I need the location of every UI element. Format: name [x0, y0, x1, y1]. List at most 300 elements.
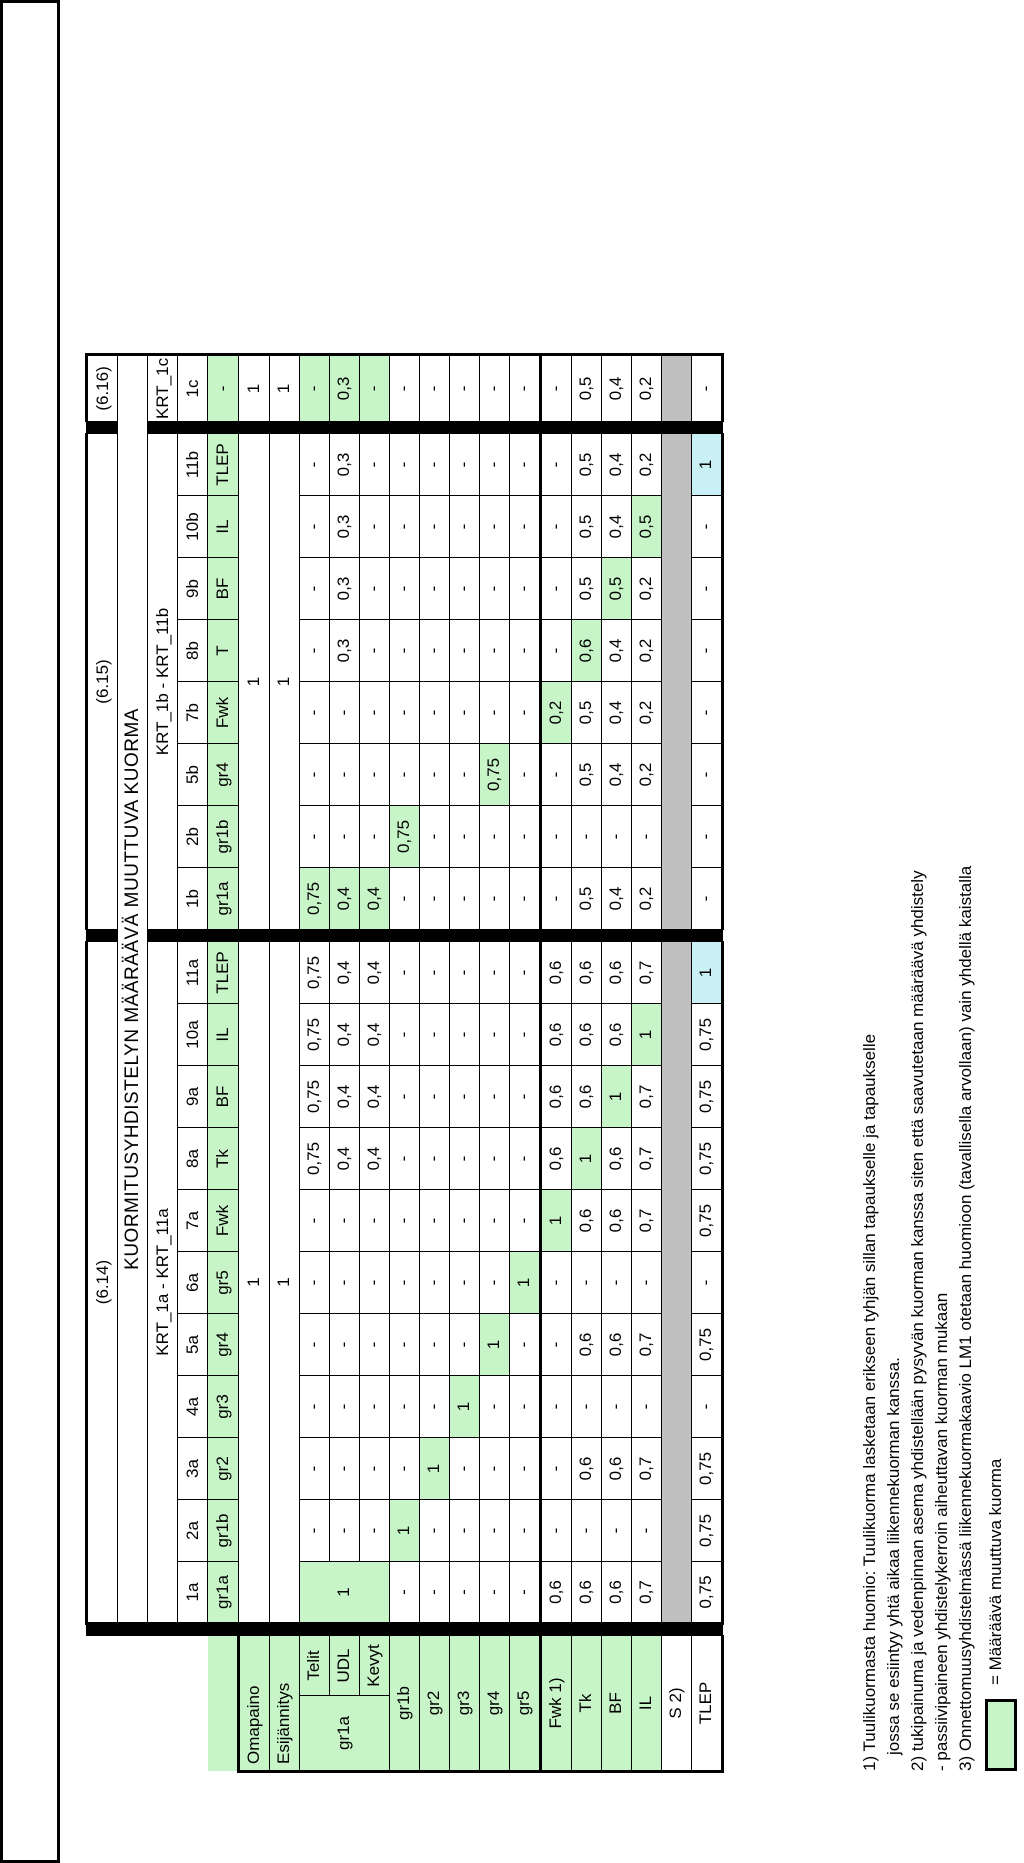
cell: -: [359, 620, 389, 682]
cell: 0,2: [631, 558, 661, 620]
cell: -: [359, 806, 389, 868]
cell: -: [419, 682, 449, 744]
label-gr2: gr2: [419, 1636, 449, 1772]
cell: -: [449, 744, 479, 806]
col-11b: 11b: [178, 434, 208, 496]
col-10a: 10a: [178, 1004, 208, 1066]
cell: -: [691, 868, 722, 930]
cell: -: [359, 1376, 389, 1438]
cell: 0,7: [631, 1314, 661, 1376]
cell: -: [479, 496, 509, 558]
cell: -: [540, 868, 571, 930]
cell: -: [419, 1500, 449, 1562]
cell: -: [449, 682, 479, 744]
ref-616: (6.16): [87, 354, 118, 421]
cell: 0,5: [571, 868, 601, 930]
cell: 0,6: [601, 1562, 631, 1624]
cell: 0,2: [631, 744, 661, 806]
cell: 0,75: [691, 1500, 722, 1562]
cell: -: [389, 354, 419, 421]
col-7b: 7b: [178, 682, 208, 744]
cell: -: [419, 868, 449, 930]
cell: 1: [540, 1190, 571, 1252]
cell: -: [509, 496, 540, 558]
label-tlep: TLEP: [691, 1636, 722, 1772]
cell: 0,6: [601, 1190, 631, 1252]
cell: 0,6: [601, 942, 631, 1004]
cell: 0,4: [601, 496, 631, 558]
cell: 0,75: [691, 1128, 722, 1190]
cell: 0,6: [571, 620, 601, 682]
cell: -: [419, 1376, 449, 1438]
cell: -: [419, 434, 449, 496]
cell: 0,7: [631, 1066, 661, 1128]
row-tk: [571, 354, 601, 1771]
cell: -: [449, 806, 479, 868]
cell: -: [479, 1376, 509, 1438]
cell: -: [571, 1500, 601, 1562]
col-1a: 1a: [178, 1562, 208, 1624]
cell: 0,6: [571, 1066, 601, 1128]
cell: -: [419, 1004, 449, 1066]
load-il: IL: [208, 1004, 239, 1066]
col-8a: 8a: [178, 1128, 208, 1190]
load-combination-table: [85, 353, 724, 1773]
cell: 0,3: [329, 354, 359, 421]
cell: 0,2: [631, 868, 661, 930]
cell: 0,6: [601, 1438, 631, 1500]
label-bf: BF: [601, 1636, 631, 1772]
cell: -: [389, 1314, 419, 1376]
ref-615: (6.15): [87, 434, 118, 930]
cell: -: [389, 558, 419, 620]
cell: -: [359, 1438, 389, 1500]
cell: -: [449, 434, 479, 496]
cell: -: [389, 744, 419, 806]
cell: 1: [631, 1004, 661, 1066]
cell: -: [419, 1314, 449, 1376]
load-gr4-b: gr4: [208, 744, 239, 806]
label-fwk: Fwk 1): [540, 1636, 571, 1772]
load-il-b: IL: [208, 496, 239, 558]
cell: 0,6: [540, 1066, 571, 1128]
cell: -: [691, 682, 722, 744]
cell: -: [389, 1128, 419, 1190]
cell: 0,6: [540, 1004, 571, 1066]
cell: -: [540, 496, 571, 558]
cell: -: [419, 1128, 449, 1190]
cell: -: [540, 1314, 571, 1376]
omapaino-a: 1: [238, 942, 269, 1624]
cell: -: [509, 1500, 540, 1562]
group-row: [148, 354, 178, 1771]
cell: -: [329, 682, 359, 744]
cell: -: [449, 1190, 479, 1252]
col-2b: 2b: [178, 806, 208, 868]
col-11a: 11a: [178, 942, 208, 1004]
cell: -: [509, 1128, 540, 1190]
outer-frame-right: [975, 1783, 1024, 1863]
load-bf-b: BF: [208, 558, 239, 620]
cell: -: [691, 1376, 722, 1438]
cell: -: [299, 1376, 329, 1438]
cell: 1: [691, 942, 722, 1004]
cell: 0,75: [299, 1066, 329, 1128]
cell: -: [509, 354, 540, 421]
s-shaded-c: [661, 354, 691, 421]
label-omapaino: Omapaino: [238, 1636, 269, 1772]
cell: -: [509, 434, 540, 496]
cell: -: [601, 1376, 631, 1438]
row-omapaino: [238, 354, 269, 1771]
cell: -: [329, 1438, 359, 1500]
cell: -: [509, 806, 540, 868]
label-kevyt: Kevyt: [359, 1636, 389, 1696]
label-gr4: gr4: [479, 1636, 509, 1772]
cell: 0,5: [571, 354, 601, 421]
cell: -: [509, 868, 540, 930]
load-dash-c: -: [208, 354, 239, 421]
cell: -: [449, 558, 479, 620]
footnotes: [858, 866, 978, 1771]
col-9a: 9a: [178, 1066, 208, 1128]
row-tlep: [691, 354, 722, 1771]
cell: -: [419, 1562, 449, 1624]
cell: -: [540, 434, 571, 496]
cell: -: [329, 744, 359, 806]
cell: -: [329, 1252, 359, 1314]
cell: 0,75: [299, 868, 329, 930]
group-b: KRT_1b - KRT_11b: [148, 434, 178, 930]
cell: 0,6: [601, 1128, 631, 1190]
cell: 0,75: [691, 1562, 722, 1624]
cell: -: [389, 1438, 419, 1500]
cell: -: [509, 1066, 540, 1128]
cell: 0,4: [359, 1066, 389, 1128]
cell: -: [419, 744, 449, 806]
cell: 0,4: [329, 1066, 359, 1128]
row-gr1b: [389, 354, 419, 1771]
cell: -: [299, 682, 329, 744]
col-6a: 6a: [178, 1252, 208, 1314]
cell: -: [691, 806, 722, 868]
cell: -: [479, 1128, 509, 1190]
cell: -: [359, 682, 389, 744]
cell: -: [389, 1376, 419, 1438]
cell: -: [540, 744, 571, 806]
cell: -: [479, 682, 509, 744]
cell: 0,75: [691, 1004, 722, 1066]
cell: 1: [479, 1314, 509, 1376]
cell: 0,5: [571, 682, 601, 744]
esijannitys-a: 1: [269, 942, 299, 1624]
cell: -: [389, 942, 419, 1004]
row-telit: [299, 354, 329, 1771]
cell: -: [359, 1500, 389, 1562]
cell: -: [479, 1252, 509, 1314]
cell: -: [691, 354, 722, 421]
cell: -: [299, 1252, 329, 1314]
col-3a: 3a: [178, 1438, 208, 1500]
cell: -: [601, 1500, 631, 1562]
cell: -: [299, 620, 329, 682]
cell: -: [419, 1190, 449, 1252]
row-gr4: [479, 354, 509, 1771]
cell: 0,6: [571, 1190, 601, 1252]
cell: -: [419, 354, 449, 421]
cell: -: [449, 496, 479, 558]
col-8b: 8b: [178, 620, 208, 682]
label-telit: Telit: [299, 1636, 329, 1696]
row-esijannitys: [269, 354, 299, 1771]
cell: -: [329, 1376, 359, 1438]
label-gr5: gr5: [509, 1636, 540, 1772]
cell: -: [299, 1438, 329, 1500]
cell: -: [359, 558, 389, 620]
cell: -: [449, 354, 479, 421]
cell: -: [389, 434, 419, 496]
cell: -: [449, 1438, 479, 1500]
label-udl: UDL: [329, 1636, 359, 1696]
cell: 0,6: [601, 1004, 631, 1066]
cell: -: [509, 1438, 540, 1500]
cell: 0,6: [571, 1004, 601, 1066]
cell: -: [479, 354, 509, 421]
cell: 0,4: [359, 942, 389, 1004]
cell: 0,2: [631, 620, 661, 682]
cell: -: [359, 1252, 389, 1314]
cell: 0,3: [329, 620, 359, 682]
legend-swatch: [985, 1699, 1017, 1771]
cell: -: [540, 1500, 571, 1562]
omapaino-c: 1: [238, 354, 269, 421]
row-kevyt: [359, 354, 389, 1771]
cell: -: [389, 1004, 419, 1066]
cell: -: [449, 620, 479, 682]
cell: 0,3: [329, 434, 359, 496]
cell: -: [479, 806, 509, 868]
col-number-row: [178, 354, 208, 1771]
cell: -: [509, 744, 540, 806]
cell: -: [359, 354, 389, 421]
load-gr1a-b: gr1a: [208, 868, 239, 930]
cell: 0,4: [601, 868, 631, 930]
row-s: [661, 354, 691, 1771]
cell: 0,4: [329, 1128, 359, 1190]
label-gr1b: gr1b: [389, 1636, 419, 1772]
cell: 0,7: [631, 1190, 661, 1252]
cell: 0,75: [691, 1314, 722, 1376]
cell: 0,75: [299, 1128, 329, 1190]
cell: 1: [691, 434, 722, 496]
row-gr2: [419, 354, 449, 1771]
col-7a: 7a: [178, 1190, 208, 1252]
cell: -: [479, 1562, 509, 1624]
ref-row: [87, 354, 118, 1771]
group-c: KRT_1c: [148, 354, 178, 421]
outer-frame-left: [0, 0, 60, 1863]
gr1a-1a: 1: [299, 1562, 389, 1624]
row-fwk: [540, 354, 571, 1771]
cell: 0,5: [571, 744, 601, 806]
cell: 0,6: [571, 1438, 601, 1500]
cell: -: [540, 354, 571, 421]
load-gr3: gr3: [208, 1376, 239, 1438]
cell: -: [631, 1376, 661, 1438]
load-gr2: gr2: [208, 1438, 239, 1500]
cell: 0,5: [631, 496, 661, 558]
cell: -: [389, 682, 419, 744]
cell: -: [449, 1004, 479, 1066]
load-t-b: T: [208, 620, 239, 682]
cell: 0,5: [571, 434, 601, 496]
load-gr5: gr5: [208, 1252, 239, 1314]
cell: 0,5: [601, 558, 631, 620]
cell: 0,4: [329, 1004, 359, 1066]
cell: 1: [571, 1128, 601, 1190]
cell: -: [509, 1004, 540, 1066]
cell: -: [419, 558, 449, 620]
cell: -: [601, 806, 631, 868]
cell: -: [299, 744, 329, 806]
cell: -: [479, 1066, 509, 1128]
row-bf: [601, 354, 631, 1771]
cell: -: [449, 942, 479, 1004]
cell: -: [479, 1004, 509, 1066]
label-esijannitys: Esijännitys: [269, 1636, 299, 1772]
cell: -: [601, 1252, 631, 1314]
cell: -: [329, 1190, 359, 1252]
cell: -: [479, 942, 509, 1004]
cell: -: [449, 1066, 479, 1128]
load-tk: Tk: [208, 1128, 239, 1190]
cell: 0,7: [631, 1438, 661, 1500]
cell: 0,75: [389, 806, 419, 868]
load-gr1b-b: gr1b: [208, 806, 239, 868]
row-udl: [329, 354, 359, 1771]
row-il: [631, 354, 661, 1771]
cell: 0,4: [329, 942, 359, 1004]
cell: -: [299, 1190, 329, 1252]
cell: -: [631, 1252, 661, 1314]
label-tk: Tk: [571, 1636, 601, 1772]
cell: -: [299, 1500, 329, 1562]
load-gr4: gr4: [208, 1314, 239, 1376]
cell: 1: [419, 1438, 449, 1500]
cell: -: [449, 1128, 479, 1190]
cell: 0,4: [601, 682, 631, 744]
cell: -: [389, 496, 419, 558]
cell: 0,6: [601, 1314, 631, 1376]
cell: -: [449, 868, 479, 930]
cell: -: [419, 620, 449, 682]
cell: -: [479, 434, 509, 496]
load-gr1b: gr1b: [208, 1500, 239, 1562]
cell: 1: [601, 1066, 631, 1128]
cell: -: [359, 434, 389, 496]
cell: 0,75: [299, 1004, 329, 1066]
cell: -: [509, 1562, 540, 1624]
omapaino-b: 1: [238, 434, 269, 930]
cell: -: [389, 1190, 419, 1252]
cell: 0,75: [299, 942, 329, 1004]
cell: -: [329, 806, 359, 868]
ref-614: (6.14): [87, 942, 118, 1624]
load-tlep-b: TLEP: [208, 434, 239, 496]
load-bf: BF: [208, 1066, 239, 1128]
group-a: KRT_1a - KRT_11a: [148, 942, 178, 1624]
cell: 0,3: [329, 496, 359, 558]
cell: -: [449, 1314, 479, 1376]
cell: -: [449, 1500, 479, 1562]
title-row: [118, 354, 148, 1771]
cell: 0,5: [571, 558, 601, 620]
cell: -: [479, 1500, 509, 1562]
cell: 0,4: [359, 1128, 389, 1190]
cell: -: [419, 496, 449, 558]
cell: -: [540, 1252, 571, 1314]
cell: 0,5: [571, 496, 601, 558]
cell: -: [691, 620, 722, 682]
cell: -: [631, 806, 661, 868]
footnote-2: 2) tukipainuma ja vedenpinnan asema yhdistellään pysyvän kuorman kanssa siten että saavutetaan määräävä yhdistely: [908, 870, 927, 1771]
cell: 0,4: [601, 354, 631, 421]
row-gr5: [509, 354, 540, 1771]
cell: 0,2: [631, 682, 661, 744]
cell: -: [509, 942, 540, 1004]
legend-text: = Määräävä muuttuva kuorma: [986, 1458, 1005, 1685]
cell: 0,3: [329, 558, 359, 620]
cell: 0,75: [691, 1066, 722, 1128]
load-fwk: Fwk: [208, 1190, 239, 1252]
col-9b: 9b: [178, 558, 208, 620]
cell: 0,2: [631, 434, 661, 496]
cell: -: [329, 1500, 359, 1562]
cell: -: [571, 1376, 601, 1438]
cell: -: [299, 1314, 329, 1376]
cell: -: [449, 1562, 479, 1624]
cell: -: [419, 1252, 449, 1314]
cell: -: [509, 682, 540, 744]
col-10b: 10b: [178, 496, 208, 558]
col-1b: 1b: [178, 868, 208, 930]
col-2a: 2a: [178, 1500, 208, 1562]
load-gr1a: gr1a: [208, 1562, 239, 1624]
cell: 0,4: [329, 868, 359, 930]
table-title: KUORMITUSYHDISTELYN MÄÄRÄÄVÄ MUUTTUVA KUORMA: [118, 354, 148, 1623]
cell: -: [419, 806, 449, 868]
cell: 0,7: [631, 942, 661, 1004]
cell: -: [389, 620, 419, 682]
cell: 0,6: [571, 942, 601, 1004]
cell: -: [691, 496, 722, 558]
col-1c: 1c: [178, 354, 208, 421]
cell: -: [299, 806, 329, 868]
cell: -: [571, 1252, 601, 1314]
label-il: IL: [631, 1636, 661, 1772]
cell: -: [509, 1314, 540, 1376]
cell: -: [299, 558, 329, 620]
cell: -: [359, 1314, 389, 1376]
row-gr3: [449, 354, 479, 1771]
cell: -: [299, 354, 329, 421]
cell: -: [540, 558, 571, 620]
cell: -: [691, 558, 722, 620]
s-shaded-b: [661, 434, 691, 930]
cell: -: [540, 1376, 571, 1438]
cell: -: [509, 1376, 540, 1438]
cell: -: [389, 868, 419, 930]
